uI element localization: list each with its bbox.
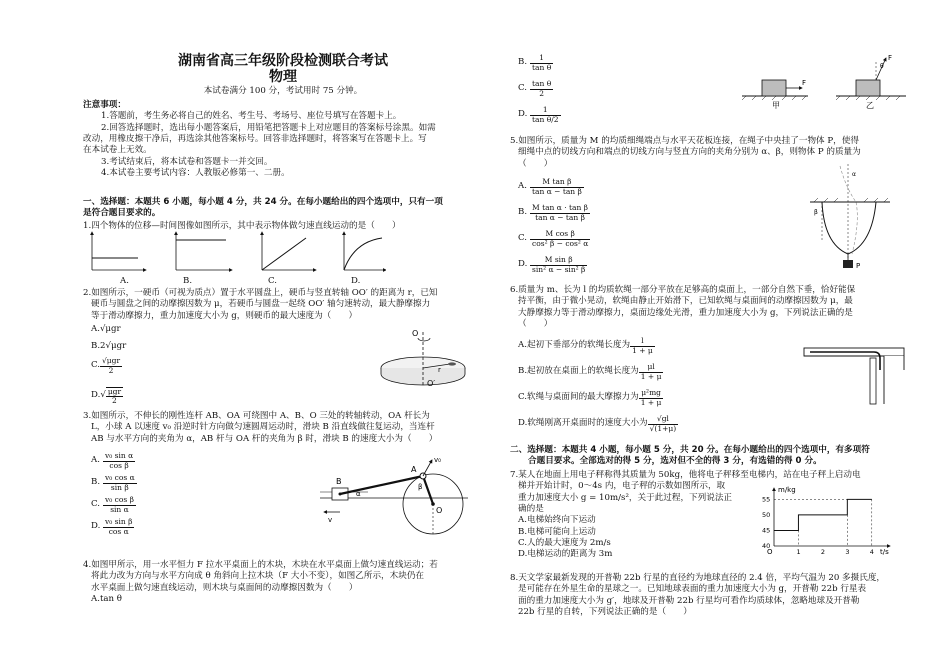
q5-option-c	[518, 226, 590, 252]
q4-option-c-den: 2	[539, 88, 544, 98]
q1-stem: 1.四个物体的位移—时间图像如图所示，其中表示物体做匀速直线运动的是（ ）	[83, 221, 401, 231]
q7-option-a: A.电梯始终向下运动	[518, 515, 596, 526]
q2-fig-o2: O′	[427, 379, 436, 388]
q4-fig-f-jia: F	[802, 79, 807, 87]
q5-options	[518, 174, 590, 278]
q4-line-1: 4.如图甲所示，用一水平恒力 F 拉水平桌面上的木块，木块在水平桌面上做匀速直线运动；若	[83, 560, 438, 570]
q2-fig-o: O	[412, 329, 419, 338]
q6-option-a	[518, 333, 678, 359]
q6-option-b-den: 1 + μ	[640, 371, 662, 381]
q7-line-3: 重力加速度大小 g = 10m/s²，关于此过程，下列说法正	[518, 492, 733, 503]
q8-line-2: 是可能存在外星生命的星球之一。已知地球表面的重力加速度大小为 g，开普勒 22b 行星表	[518, 584, 867, 595]
q4-fig-f-yi: F	[888, 54, 893, 62]
q6-option-b-num: μl	[639, 363, 664, 372]
q4-figure	[740, 52, 910, 110]
q2-option-b: B.2√μgr	[91, 341, 127, 351]
q5-line-1: 5.如图所示，质量为 M 的均质细绳端点与水平天花板连接，在绳子中央挂了一物体 P，使得	[510, 136, 859, 146]
q2-line-2: 硬币与圆盘之间的动摩擦因数为 μ，若硬币与圆盘一起绕 OO′ 轴匀速转动，最大静摩擦力	[91, 299, 431, 310]
chart-origin: O	[767, 548, 773, 556]
q8-line-4: 22b 行星的自转，下列说法正确的是（ ）	[518, 607, 692, 618]
chart-y-tick: 40	[762, 542, 771, 550]
q5-option-b-num: M tan α · tan β	[532, 203, 589, 213]
q6-option-d-num: √gl	[648, 415, 679, 424]
q4-option-b-label: B.	[518, 57, 528, 68]
question-6	[510, 285, 910, 330]
q6-option-a-label: A.起初下垂部分的软绳长度为	[518, 340, 631, 351]
q2-option-d-den: 2	[112, 396, 117, 405]
section-1-line-b: 是符合题目要求的。	[83, 208, 161, 219]
q5-line-3: （ ）	[518, 158, 553, 169]
q6-option-c	[518, 385, 678, 411]
notes	[83, 100, 483, 179]
q7-line-1: 7.某人在地面上用电子秤称得其质量为 50kg，他将电子秤移至电梯内，站在电子秤上启动电	[510, 470, 861, 480]
q5-option-d	[518, 252, 590, 278]
q2-option-c-num: √μgr	[102, 356, 121, 366]
chart-y-label: m/kg	[778, 486, 796, 494]
q4-option-c-label: C.	[518, 83, 528, 94]
q7-option-d: D.电梯运动的距离为 3m	[518, 549, 613, 560]
q4-option-a: A.tan θ	[91, 594, 122, 605]
q3-option-a-den: cos β	[109, 460, 129, 470]
q5-option-b-den: tan α − tan β	[535, 212, 585, 222]
q3-option-c	[91, 494, 137, 516]
chart-x-tick: 1	[796, 548, 801, 556]
chart-x-tick: 3	[845, 548, 850, 556]
section-1-line-a: 一、选择题：本题共 6 小题，每小题 4 分，共 24 分。在每小题给出的四个选项中，只有一项	[83, 197, 443, 207]
section-2-line-a: 二、选择题：本题共 4 小题，每小题 5 分，共 20 分。在每小题给出的四个选项中，有多项符	[510, 445, 870, 455]
q3-option-c-num: v₀ cos β	[105, 495, 134, 505]
q5-line-2: 细绳中点的切线方向和端点的切线方向与竖直方向的夹角分别为 α、β，则物体 P 的质量为	[518, 147, 861, 158]
exam-title: 湖南省高三年级阶段检测联合考试	[178, 53, 388, 69]
q6-line-3: 大静摩擦力等于滑动摩擦力，桌面边缘处光滑，重力加速度大小为 g，下列说法正确的是	[518, 307, 853, 318]
q5-option-a-den: tan α − tan β	[532, 186, 582, 196]
q3-option-d-label: D.	[91, 521, 101, 532]
q5-fig-p: P	[856, 262, 861, 270]
q3-option-d	[91, 516, 137, 538]
q2-line-3: 等于滑动摩擦力，重力加速度大小为 g，则硬币的最大速度为（ ）	[91, 310, 358, 321]
chart-y-tick: 45	[762, 526, 771, 535]
q6-line-2: 持平衡，由于微小晃动，软绳由静止开始滑下，已知软绳与桌面间的动摩擦因数为 μ，最	[518, 296, 853, 307]
q5-option-d-num: M sin β	[530, 256, 587, 265]
q7-chart	[752, 486, 902, 556]
q6-option-d	[518, 411, 678, 437]
q4-fig-theta: θ	[880, 63, 884, 70]
q4-fig-jia: 甲	[772, 101, 780, 110]
q6-line-1: 6.质量为 m、长为 l 的均质软绳一部分平放在足够高的桌面上，一部分自然下垂，恰好能保	[510, 285, 856, 295]
q3-line-3: AB 与水平方向的夹角为 α，AB 杆与 OA 杆的夹角为 β 时，滑块 B 的速度大小为（ ）	[91, 433, 438, 444]
q5-option-d-den: sin² α − sin² β	[532, 264, 586, 274]
q1-label-a: A.	[120, 276, 129, 286]
q2-option-d-label: D.	[91, 390, 101, 401]
q2-option-d: D. √ $\frac{\text{μgr}}{2}$	[91, 386, 122, 405]
q3-fig-a: A	[411, 465, 417, 474]
chart-y-tick: 50	[762, 510, 771, 519]
q6-option-b	[518, 359, 678, 385]
q4-option-d	[518, 102, 561, 128]
q1-graph-b	[176, 232, 232, 270]
q4-fig-yi: 乙	[866, 101, 874, 110]
q3-line-1: 3.如图所示，不伸长的刚性连杆 AB、OA 可绕图中 A、B、O 三处的转轴转动，OA 杆长为	[83, 411, 430, 421]
q4-options-cont	[518, 50, 561, 128]
q2-option-a: A.√μgr	[91, 324, 121, 334]
question-8	[510, 573, 915, 618]
q6-option-b-label: B.起初放在桌面上的软绳长度为	[518, 366, 639, 377]
q7-line-2: 梯并开始计时，0～4s 内，电子秤的示数如图所示，取	[518, 481, 726, 492]
q4-option-c	[518, 76, 561, 102]
q2-option-c-den: 2	[108, 365, 114, 375]
note-2c: 在本试卷上无效。	[83, 145, 152, 156]
q5-fig-alpha: α	[852, 171, 856, 178]
q2-option-d-num: μgr	[107, 386, 122, 396]
q6-figure	[800, 346, 910, 406]
q3-fig-beta: β	[418, 483, 423, 491]
q5-fig-beta: β	[814, 209, 818, 216]
q1-label-d: D.	[351, 276, 361, 286]
q3-option-a-label: A.	[91, 455, 100, 466]
question-3	[83, 411, 483, 445]
q6-option-a-den: 1 + μ	[632, 345, 653, 355]
q7-line-4: 确的是	[518, 504, 544, 515]
q1-graph-a	[92, 232, 146, 270]
q8-line-3: 面的重力加速度大小为 g′，地球及开普勒 22b 行星均可看作均质球体，忽略地球及开普勒	[518, 595, 860, 606]
q4-option-b-den: tan θ	[532, 62, 552, 72]
chart-x-tick: 4	[869, 548, 874, 556]
q3-option-c-label: C.	[91, 499, 101, 510]
q4-option-b-num: 1	[530, 54, 553, 63]
q3-fig-alpha: α	[356, 490, 361, 498]
q3-fig-b: B	[336, 477, 342, 486]
note-3: 3.考试结束后，将本试卷和答题卡一并交回。	[101, 156, 273, 167]
q1-label-b: B.	[183, 276, 193, 286]
q4-option-c-num: tan θ	[532, 79, 552, 89]
q3-line-2: L，小球 A 以速度 v₀ 沿逆时针方向做匀速圆周运动时，滑块 B 沿直线做往复运动，当连杆	[91, 422, 435, 433]
section-2-heading	[510, 445, 915, 468]
chart-y-tick: 55	[762, 495, 771, 504]
q4-line-3: 水平桌面上做匀速直线运动，则木块与桌面间的动摩擦因数为（ ）	[91, 582, 358, 593]
q6-option-c-num: μ²mg	[639, 389, 664, 398]
note-4: 4.本试卷主要考试内容：人教版必修第一、二册。	[101, 168, 290, 179]
q5-option-a	[518, 174, 590, 200]
q3-fig-v0: v₀	[434, 456, 441, 464]
q5-option-b	[518, 200, 590, 226]
q3-option-b	[91, 472, 137, 494]
q5-option-c-label: C.	[518, 233, 528, 244]
q7-option-b: B.电梯可能向上运动	[518, 526, 596, 537]
q5-option-a-label: A.	[518, 181, 527, 192]
q8-line-1: 8.天文学家最新发现的开普勒 22b 行星的直径约为地球直径的 2.4 倍，平均气温为 20 多摄氏度，	[510, 573, 886, 583]
question-2	[83, 288, 483, 322]
exam-subject: 物理	[269, 69, 297, 85]
q5-option-a-num: M tan β	[530, 178, 584, 187]
q6-options	[518, 333, 678, 437]
q3-option-a	[91, 450, 137, 472]
q4-option-d-label: D.	[518, 109, 528, 120]
chart-series-line	[774, 499, 872, 530]
q4-option-d-den: tan θ/2	[532, 114, 559, 124]
q4-option-b	[518, 50, 561, 76]
q6-option-c-den: 1 + μ	[640, 397, 662, 407]
q6-option-d-den: √(1+μ)	[649, 423, 677, 433]
q5-option-b-label: B.	[518, 207, 528, 218]
q7-option-c: C.人的最大速度为 2m/s	[518, 538, 611, 549]
note-2a: 2.回答选择题时，选出每小题答案后，用铅笔把答题卡上对应题目的答案标号涂黑。如需	[101, 122, 436, 133]
exam-meta: 本试卷满分 100 分，考试用时 75 分钟。	[203, 86, 363, 96]
q2-option-c-label: C.	[91, 360, 101, 371]
chart-x-label: t/s	[880, 548, 889, 556]
q3-option-c-den: sin α	[110, 504, 129, 514]
q3-options	[91, 450, 137, 538]
q3-figure	[318, 456, 478, 546]
q4-line-2: 将此力改为方向与水平方向成 θ 角斜向上拉木块（F 大小不变），如图乙所示，木块仍在	[91, 571, 425, 582]
q3-option-a-num: v₀ sin α	[105, 451, 134, 461]
q3-option-b-num: v₀ cos α	[105, 473, 135, 483]
chart-x-tick: 2	[820, 548, 826, 556]
q4-option-d-num: 1	[530, 106, 561, 115]
note-2b: 改动，用橡皮擦干净后，再选涂其他答案标号。回答非选择题时，将答案写在答题卡上。写	[83, 134, 427, 145]
note-1: 1.答题前，考生务必将自己的姓名、考生号、考场号、座位号填写在答题卡上。	[101, 111, 402, 122]
section-1-heading	[83, 197, 488, 220]
q5-figure	[800, 162, 900, 274]
q6-option-c-label: C.软绳与桌面间的最大摩擦力为	[518, 392, 639, 403]
q2-figure	[378, 328, 478, 388]
question-4	[83, 560, 483, 605]
q3-option-d-den: cos α	[108, 526, 129, 536]
q3-fig-o: O	[436, 506, 443, 515]
q1-graphs	[86, 230, 386, 285]
q5-option-d-label: D.	[518, 259, 528, 270]
q5-option-c-den: cos² β − cos² α	[532, 238, 589, 248]
q3-option-b-den: sin β	[110, 482, 129, 492]
q6-option-a-num: l	[630, 337, 655, 346]
q1-graph-c	[262, 232, 316, 270]
section-2-line-b: 合题目要求。全部选对的得 5 分，选对但不全的得 3 分，有选错的得 0 分。	[528, 456, 822, 467]
notes-heading: 注意事项：	[83, 100, 126, 110]
q2-option-c	[91, 355, 122, 377]
q6-line-4: （ ）	[518, 319, 553, 330]
q1-label-c: C.	[268, 276, 278, 286]
q5-option-c-num: M cos β	[530, 230, 590, 239]
q3-option-d-num: v₀ sin β	[105, 517, 133, 527]
q3-fig-v: v	[328, 516, 333, 524]
q2-line-1: 2.如图所示，一硬币（可视为质点）置于水平圆盘上，硬币与竖直转轴 OO′ 的距离为 r，已知	[83, 288, 438, 298]
q1-graph-d	[344, 232, 386, 270]
q2-fig-r: r	[438, 366, 441, 374]
q6-option-d-label: D.软绳刚离开桌面时的速度大小为	[518, 418, 648, 429]
q3-option-b-label: B.	[91, 477, 101, 488]
